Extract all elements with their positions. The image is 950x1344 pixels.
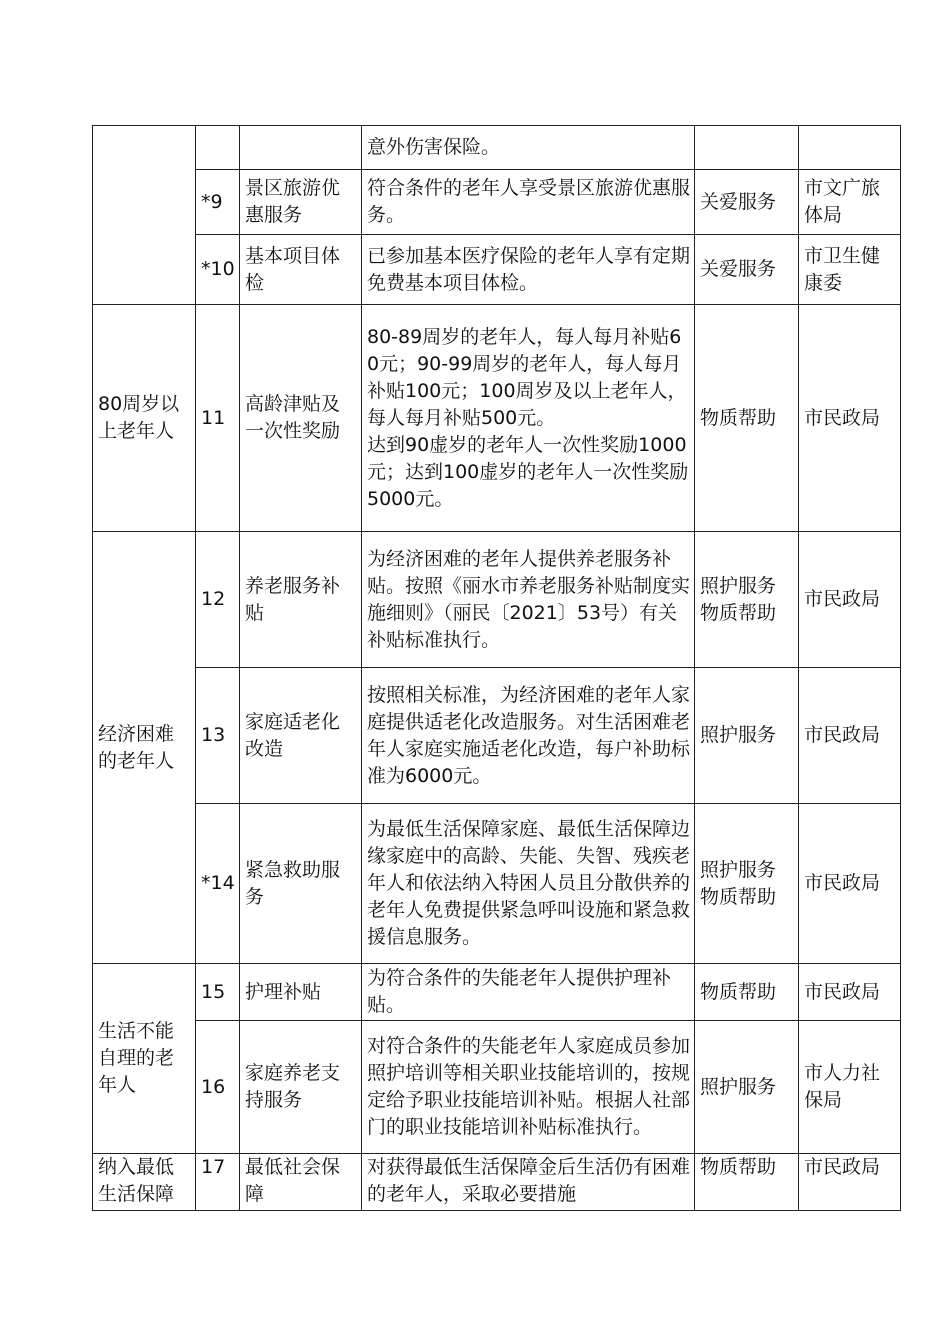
dept-cell: 市民政局 [799, 668, 901, 804]
item-cell: 景区旅游优惠服务 [240, 170, 362, 235]
dept-cell: 市民政局 [799, 964, 901, 1021]
table-row [93, 1154, 901, 1211]
type-cell: 关爱服务 [695, 170, 799, 235]
content-text: 为最低生活保障家庭、最低生活保障边缘家庭中的高龄、失能、失智、残疾老年人和依法纳入特困人员且分散供养的老年人免费提供紧急呼叫设施和紧急救援信息服务。 [367, 818, 691, 948]
dept-cell: 市卫生健康委 [799, 235, 901, 305]
table-row [93, 305, 901, 532]
item-cell: 护理补贴 [240, 964, 362, 1021]
content-cell [362, 170, 695, 235]
type-cell: 照护服务物质帮助 [695, 804, 799, 964]
type-cell: 物质帮助 [695, 1154, 799, 1211]
content-cell [362, 532, 695, 668]
item-cell: 家庭适老化改造 [240, 668, 362, 804]
item-cell: 最低社会保障 [240, 1154, 362, 1211]
content-text: 对获得最低生活保障金后生活仍有困难的老年人，采取必要措施 [367, 1156, 691, 1205]
dept-cell: 市人力社保局 [799, 1021, 901, 1154]
type-cell: 关爱服务 [695, 235, 799, 305]
number-cell: 11 [196, 305, 240, 532]
table-row [93, 532, 901, 668]
table-row [93, 964, 901, 1021]
type-cell [695, 126, 799, 170]
content-text: 符合条件的老年人享受景区旅游优惠服务。 [367, 177, 691, 226]
dept-cell: 市民政局 [799, 532, 901, 668]
item-cell [240, 126, 362, 170]
content-text: 80-89周岁的老年人，每人每月补贴60元；90-99周岁的老年人，每人每月补贴100元；100周岁及以上老年人，每人每月补贴500元。 [367, 325, 687, 429]
type-cell: 照护服务 [695, 1021, 799, 1154]
policy-table [92, 125, 901, 1211]
table-row [93, 235, 901, 305]
type-cell: 照护服务 [695, 668, 799, 804]
content-cell [362, 964, 695, 1021]
content-cell [362, 235, 695, 305]
dept-cell [799, 126, 901, 170]
item-cell: 养老服务补贴 [240, 532, 362, 668]
number-cell: 16 [196, 1021, 240, 1154]
group-cell: 纳入最低生活保障 [93, 1154, 196, 1211]
type-cell: 物质帮助 [695, 305, 799, 532]
content-cell [362, 126, 695, 170]
content-text: 意外伤害保险。 [367, 136, 501, 158]
type-cell: 物质帮助 [695, 964, 799, 1021]
group-cell [93, 126, 196, 305]
number-cell [196, 126, 240, 170]
table-row [93, 668, 901, 804]
dept-cell: 市民政局 [799, 305, 901, 532]
content-cell [362, 1154, 695, 1211]
number-cell: *9 [196, 170, 240, 235]
item-cell: 紧急救助服务 [240, 804, 362, 964]
table-row [93, 126, 901, 170]
number-cell: 12 [196, 532, 240, 668]
content-cell [362, 305, 695, 532]
dept-cell: 市民政局 [799, 804, 901, 964]
group-cell: 经济困难的老年人 [93, 532, 196, 964]
dept-cell: 市文广旅体局 [799, 170, 901, 235]
item-cell: 基本项目体检 [240, 235, 362, 305]
content-cell [362, 804, 695, 964]
group-cell: 生活不能自理的老年人 [93, 964, 196, 1154]
content-cell [362, 668, 695, 804]
table-row [93, 804, 901, 964]
number-cell: *14 [196, 804, 240, 964]
number-cell: 17 [196, 1154, 240, 1211]
item-cell: 家庭养老支持服务 [240, 1021, 362, 1154]
item-cell: 高龄津贴及一次性奖励 [240, 305, 362, 532]
content-text: 已参加基本医疗保险的老年人享有定期免费基本项目体检。 [367, 244, 691, 294]
number-cell: *10 [196, 235, 240, 305]
content-text: 达到90虚岁的老年人一次性奖励1000元；达到100虚岁的老年人一次性奖励5000元。 [367, 433, 689, 510]
dept-cell: 市民政局 [799, 1154, 901, 1211]
content-cell [362, 1021, 695, 1154]
group-cell: 80周岁以上老年人 [93, 305, 196, 532]
content-text: 按照相关标准，为经济困难的老年人家庭提供适老化改造服务。对生活困难老年人家庭实施适老化改造，每户补助标准为6000元。 [367, 683, 691, 787]
number-cell: 13 [196, 668, 240, 804]
type-cell: 照护服务物质帮助 [695, 532, 799, 668]
content-text: 对符合条件的失能老年人家庭成员参加照护培训等相关职业技能培训的，按规定给予职业技能培训补贴。根据人社部门的职业技能培训补贴标准执行。 [367, 1035, 691, 1138]
number-cell: 15 [196, 964, 240, 1021]
table-row [93, 170, 901, 235]
table-row [93, 1021, 901, 1154]
content-text: 为经济困难的老年人提供养老服务补贴。按照《丽水市养老服务补贴制度实施细则》（丽民〔2021〕53号）有关补贴标准执行。 [367, 547, 691, 651]
content-text: 为符合条件的失能老年人提供护理补贴。 [367, 967, 672, 1016]
